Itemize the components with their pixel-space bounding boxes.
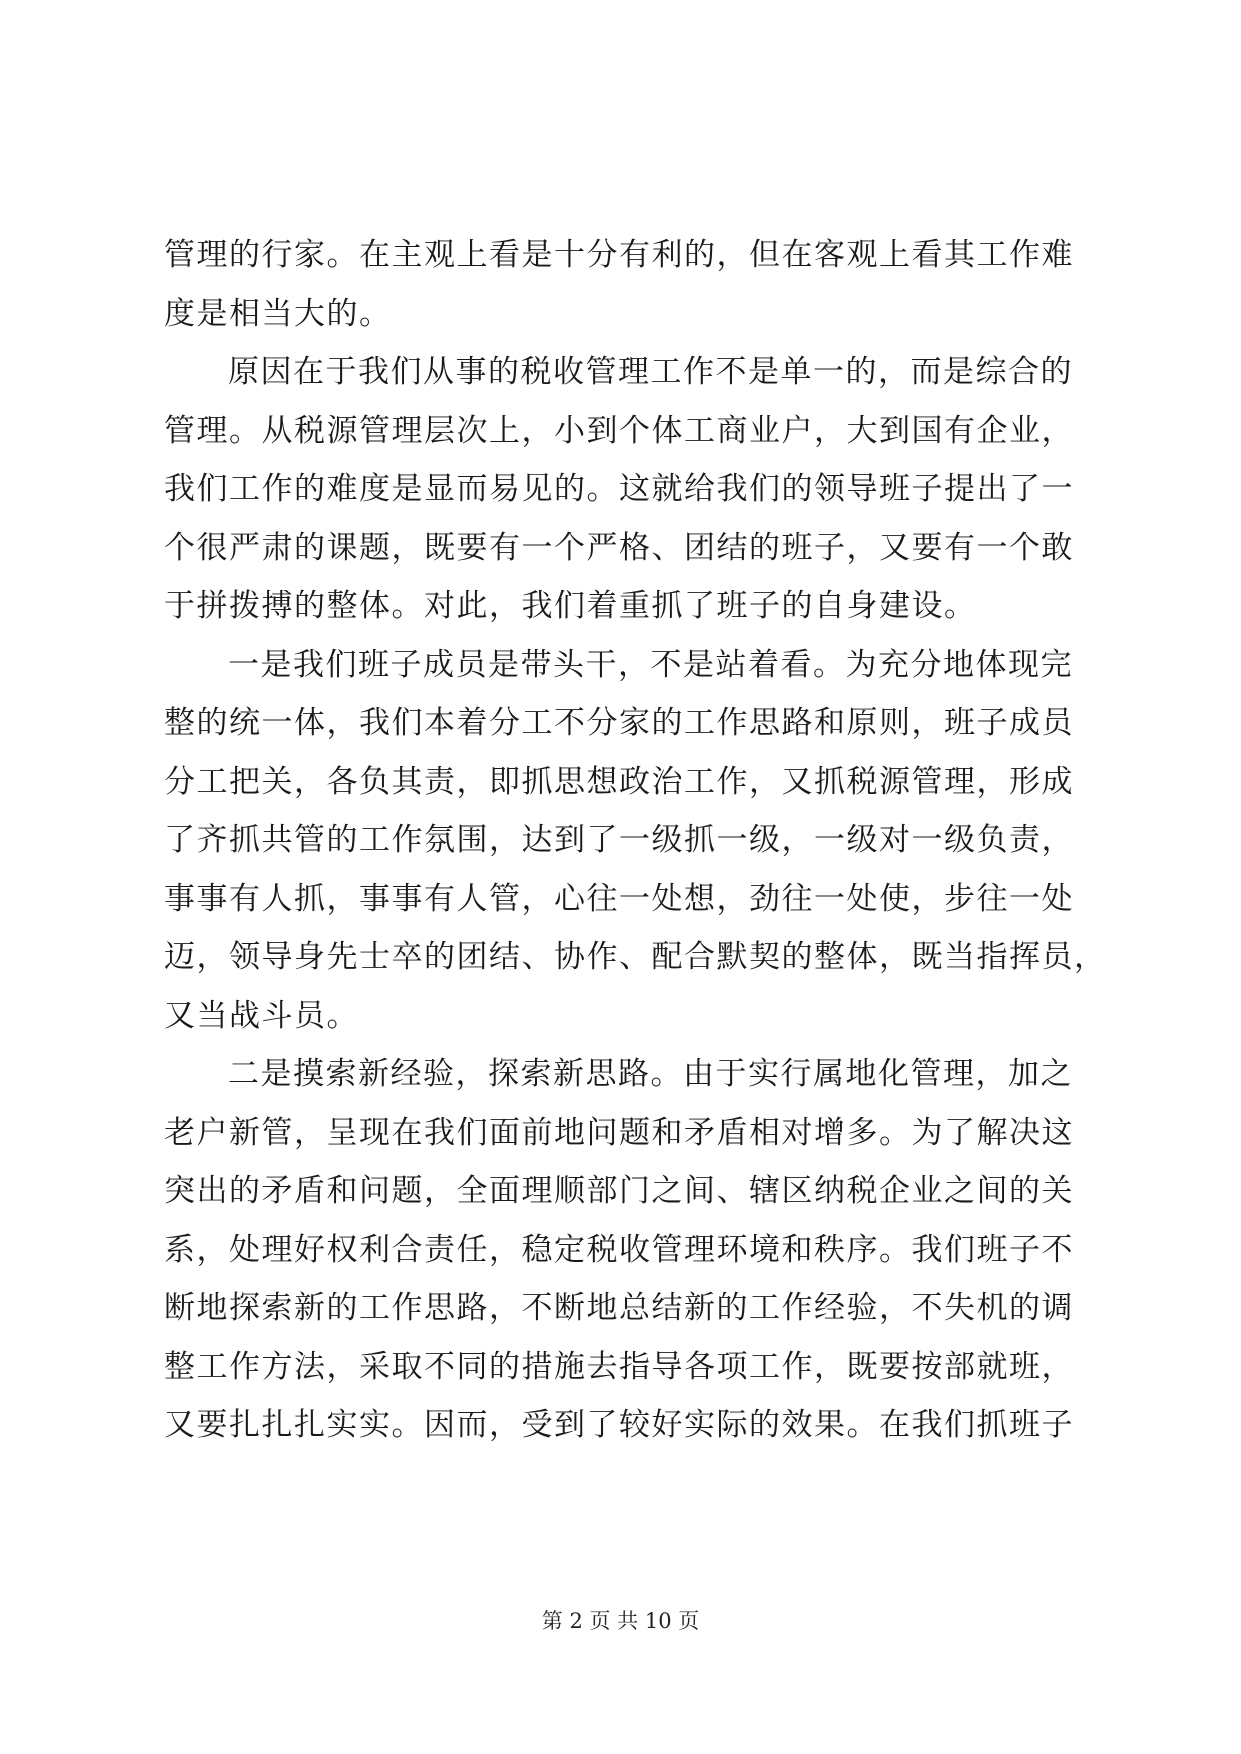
- page-number-label: 第 2 页 共 10 页: [541, 1609, 700, 1633]
- text-line: 老户新管，呈现在我们面前地问题和矛盾相对增多。为了解决这: [164, 1114, 1074, 1151]
- text-line: 又要扎扎扎实实。因而，受到了较好实际的效果。在我们抓班子: [164, 1407, 1074, 1443]
- text-line: 突出的矛盾和问题，全面理顺部门之间、辖区纳税企业之间的关: [164, 1173, 1074, 1209]
- text-line: 于拼拨搏的整体。对此，我们着重抓了班子的自身建设。: [164, 588, 977, 624]
- text-line: 迈，领导身先士卒的团结、协作、配合默契的整体，既当指挥员，: [164, 939, 1107, 975]
- text-line: 我们工作的难度是显而易见的。这就给我们的领导班子提出了一: [164, 471, 1074, 507]
- text-line: 个很严肃的课题，既要有一个严格、团结的班子，又要有一个敢: [164, 529, 1074, 566]
- text-line: 又当战斗员。: [164, 997, 359, 1034]
- text-line: 整的统一体，我们本着分工不分家的工作思路和原则，班子成员: [164, 705, 1074, 741]
- paragraph-start-line: 一是我们班子成员是带头干，不是站着看。为充分地体现完: [228, 646, 1073, 683]
- text-line: 管理的行家。在主观上看是十分有利的，但在客观上看其工作难: [164, 237, 1074, 273]
- text-line: 断地探索新的工作思路，不断地总结新的工作经验，不失机的调: [164, 1290, 1074, 1326]
- body-text: [164, 226, 1107, 1455]
- paragraph-start-line: 原因在于我们从事的税收管理工作不是单一的，而是综合的: [228, 354, 1073, 390]
- text-line: 事事有人抓，事事有人管，心往一处想，劲往一处使，步往一处: [164, 880, 1074, 917]
- text-line: 系，处理好权利合责任，稳定税收管理环境和秩序。我们班子不: [164, 1231, 1074, 1268]
- text-line: 了齐抓共管的工作氛围，达到了一级抓一级，一级对一级负责，: [164, 822, 1074, 858]
- text-line: 整工作方法，采取不同的措施去指导各项工作，既要按部就班，: [164, 1348, 1074, 1385]
- page-footer: [0, 1606, 1241, 1636]
- text-line: 度是相当大的。: [164, 295, 392, 332]
- text-line: 分工把关，各负其责，即抓思想政治工作，又抓税源管理，形成: [164, 763, 1074, 800]
- text-line: 管理。从税源管理层次上，小到个体工商业户，大到国有企业，: [164, 412, 1074, 449]
- paragraph-start-line: 二是摸索新经验，探索新思路。由于实行属地化管理，加之: [228, 1056, 1073, 1092]
